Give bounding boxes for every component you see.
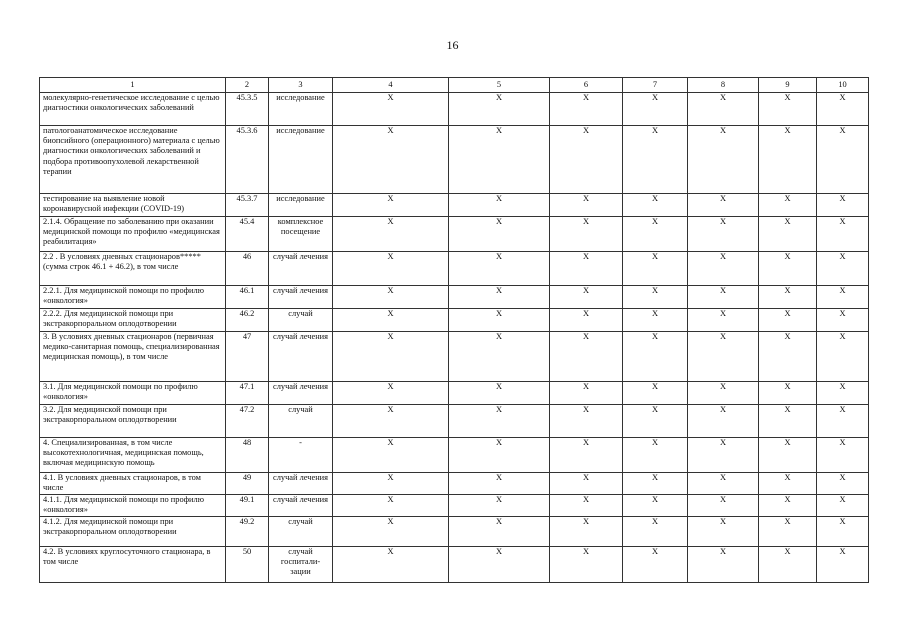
row-value: Х: [449, 547, 550, 583]
row-value: Х: [449, 126, 550, 194]
row-name: патологоанатомическое исследование биопсийного (операционного) материала с целью диагностики онкологических заболеваний и подбора противоопухолевой лекарственной терапии: [40, 126, 226, 194]
page-number: 16: [446, 38, 459, 52]
row-value: Х: [449, 332, 550, 382]
row-value: Х: [688, 495, 759, 517]
row-value: Х: [623, 217, 688, 252]
column-header: 5: [449, 78, 550, 93]
row-value: Х: [550, 286, 623, 309]
row-unit: случай лечения: [269, 252, 333, 286]
row-unit: случай: [269, 309, 333, 332]
row-value: Х: [759, 286, 817, 309]
row-code: 46.1: [226, 286, 269, 309]
table-row: [40, 252, 869, 286]
row-value: Х: [688, 547, 759, 583]
row-value: Х: [623, 286, 688, 309]
row-value: Х: [759, 217, 817, 252]
row-value: Х: [688, 217, 759, 252]
row-unit: случай госпитали-зации: [269, 547, 333, 583]
row-value: Х: [333, 217, 449, 252]
row-value: Х: [623, 194, 688, 217]
column-header: 10: [817, 78, 869, 93]
row-name: 3.1. Для медицинской помощи по профилю «онкология»: [40, 382, 226, 405]
row-value: Х: [817, 252, 869, 286]
row-name: 4.1. В условиях дневных стационаров, в том числе: [40, 473, 226, 495]
table-row: [40, 126, 869, 194]
row-code: 48: [226, 438, 269, 473]
row-value: Х: [333, 547, 449, 583]
row-code: 47: [226, 332, 269, 382]
row-value: Х: [333, 438, 449, 473]
row-value: Х: [550, 547, 623, 583]
row-value: Х: [759, 438, 817, 473]
row-name: 4. Специализированная, в том числе высокотехнологичная, медицинская помощь, включая медицинскую помощь: [40, 438, 226, 473]
row-value: Х: [623, 517, 688, 547]
row-value: Х: [333, 405, 449, 438]
row-name: молекулярно-генетическое исследование с целью диагностики онкологических заболеваний: [40, 93, 226, 126]
row-unit: комплексное посещение: [269, 217, 333, 252]
row-value: Х: [333, 495, 449, 517]
row-value: Х: [817, 495, 869, 517]
column-header: 4: [333, 78, 449, 93]
row-value: Х: [550, 126, 623, 194]
row-value: Х: [817, 217, 869, 252]
row-code: 45.3.7: [226, 194, 269, 217]
column-header: 8: [688, 78, 759, 93]
row-value: Х: [449, 382, 550, 405]
header-row: [40, 78, 869, 93]
row-code: 45.4: [226, 217, 269, 252]
row-value: Х: [623, 382, 688, 405]
table-row: [40, 405, 869, 438]
table-row: [40, 382, 869, 405]
row-unit: случай лечения: [269, 473, 333, 495]
row-name: 3.2. Для медицинской помощи при экстракорпоральном оплодотворении: [40, 405, 226, 438]
row-value: Х: [550, 332, 623, 382]
column-header: 1: [40, 78, 226, 93]
row-value: Х: [550, 438, 623, 473]
row-value: Х: [623, 405, 688, 438]
row-value: Х: [449, 405, 550, 438]
row-value: Х: [333, 309, 449, 332]
row-value: Х: [759, 517, 817, 547]
row-name: тестирование на выявление новой коронавирусной инфекции (COVID-19): [40, 194, 226, 217]
row-value: Х: [449, 217, 550, 252]
table-row: [40, 194, 869, 217]
row-value: Х: [688, 332, 759, 382]
row-code: 49: [226, 473, 269, 495]
row-code: 49.1: [226, 495, 269, 517]
table-body: [40, 93, 869, 583]
row-value: Х: [550, 405, 623, 438]
row-value: Х: [759, 495, 817, 517]
row-value: Х: [449, 438, 550, 473]
row-name: 4.1.1. Для медицинской помощи по профилю «онкология»: [40, 495, 226, 517]
row-value: Х: [449, 495, 550, 517]
data-table: [39, 77, 869, 583]
row-unit: случай: [269, 405, 333, 438]
row-value: Х: [449, 252, 550, 286]
row-value: Х: [623, 547, 688, 583]
row-value: Х: [449, 309, 550, 332]
row-code: 49.2: [226, 517, 269, 547]
table-row: [40, 286, 869, 309]
row-name: 3. В условиях дневных стационаров (первичная медико-санитарная помощь, специализированная медицинская помощь), в том числе: [40, 332, 226, 382]
row-value: Х: [688, 405, 759, 438]
column-header: 3: [269, 78, 333, 93]
row-value: Х: [759, 332, 817, 382]
table-row: [40, 547, 869, 583]
row-value: Х: [688, 286, 759, 309]
row-value: Х: [623, 473, 688, 495]
row-value: Х: [449, 286, 550, 309]
row-value: Х: [333, 93, 449, 126]
row-unit: случай лечения: [269, 382, 333, 405]
row-value: Х: [333, 252, 449, 286]
row-value: Х: [333, 332, 449, 382]
row-unit: -: [269, 438, 333, 473]
row-value: Х: [688, 93, 759, 126]
row-value: Х: [333, 517, 449, 547]
row-value: Х: [688, 473, 759, 495]
column-header: 9: [759, 78, 817, 93]
row-value: Х: [759, 126, 817, 194]
row-value: Х: [623, 252, 688, 286]
row-code: 47.2: [226, 405, 269, 438]
row-value: Х: [688, 126, 759, 194]
row-code: 45.3.6: [226, 126, 269, 194]
row-unit: случай лечения: [269, 332, 333, 382]
row-value: Х: [759, 405, 817, 438]
row-value: Х: [817, 332, 869, 382]
row-value: Х: [449, 194, 550, 217]
row-value: Х: [817, 438, 869, 473]
table-row: [40, 495, 869, 517]
row-unit: исследование: [269, 93, 333, 126]
table-row: [40, 332, 869, 382]
row-value: Х: [759, 547, 817, 583]
row-value: Х: [817, 126, 869, 194]
row-code: 50: [226, 547, 269, 583]
row-value: Х: [550, 309, 623, 332]
row-value: Х: [759, 252, 817, 286]
row-unit: случай: [269, 517, 333, 547]
column-header: 7: [623, 78, 688, 93]
row-value: Х: [817, 382, 869, 405]
row-value: Х: [759, 309, 817, 332]
row-value: Х: [333, 382, 449, 405]
table-row: [40, 517, 869, 547]
table-row: [40, 93, 869, 126]
row-value: Х: [623, 93, 688, 126]
row-value: Х: [550, 93, 623, 126]
row-unit: случай лечения: [269, 286, 333, 309]
row-value: Х: [623, 495, 688, 517]
row-unit: исследование: [269, 194, 333, 217]
row-value: Х: [623, 332, 688, 382]
row-name: 2.2.1. Для медицинской помощи по профилю «онкология»: [40, 286, 226, 309]
row-value: Х: [817, 286, 869, 309]
row-code: 47.1: [226, 382, 269, 405]
row-value: Х: [759, 194, 817, 217]
row-name: 2.1.4. Обращение по заболеванию при оказании медицинской помощи по профилю «медицинская реабилитация»: [40, 217, 226, 252]
row-value: Х: [333, 286, 449, 309]
row-code: 45.3.5: [226, 93, 269, 126]
row-value: Х: [817, 194, 869, 217]
row-value: Х: [817, 405, 869, 438]
row-value: Х: [817, 547, 869, 583]
row-value: Х: [688, 194, 759, 217]
row-unit: случай лечения: [269, 495, 333, 517]
row-value: Х: [817, 473, 869, 495]
row-value: Х: [688, 517, 759, 547]
row-name: 2.2.2. Для медицинской помощи при экстракорпоральном оплодотворении: [40, 309, 226, 332]
table-row: [40, 217, 869, 252]
row-value: Х: [688, 252, 759, 286]
column-header: 6: [550, 78, 623, 93]
row-code: 46.2: [226, 309, 269, 332]
row-value: Х: [550, 252, 623, 286]
row-code: 46: [226, 252, 269, 286]
row-value: Х: [449, 473, 550, 495]
row-value: Х: [449, 93, 550, 126]
row-name: 2.2 . В условиях дневных стационаров***** (сумма строк 46.1 + 46.2), в том числе: [40, 252, 226, 286]
row-name: 4.2. В условиях круглосуточного стационара, в том числе: [40, 547, 226, 583]
row-value: Х: [333, 473, 449, 495]
row-value: Х: [759, 382, 817, 405]
row-value: Х: [333, 194, 449, 217]
row-value: Х: [333, 126, 449, 194]
row-value: Х: [550, 473, 623, 495]
row-value: Х: [449, 517, 550, 547]
row-value: Х: [623, 438, 688, 473]
table-row: [40, 473, 869, 495]
row-value: Х: [759, 473, 817, 495]
row-unit: исследование: [269, 126, 333, 194]
row-value: Х: [623, 126, 688, 194]
row-value: Х: [759, 93, 817, 126]
row-value: Х: [688, 309, 759, 332]
row-value: Х: [817, 517, 869, 547]
row-value: Х: [550, 194, 623, 217]
table-row: [40, 309, 869, 332]
table-row: [40, 438, 869, 473]
row-value: Х: [623, 309, 688, 332]
row-value: Х: [817, 93, 869, 126]
row-value: Х: [550, 217, 623, 252]
row-value: Х: [688, 438, 759, 473]
row-name: 4.1.2. Для медицинской помощи при экстракорпоральном оплодотворении: [40, 517, 226, 547]
row-value: Х: [550, 517, 623, 547]
row-value: Х: [550, 495, 623, 517]
row-value: Х: [817, 309, 869, 332]
row-value: Х: [688, 382, 759, 405]
column-header: 2: [226, 78, 269, 93]
row-value: Х: [550, 382, 623, 405]
